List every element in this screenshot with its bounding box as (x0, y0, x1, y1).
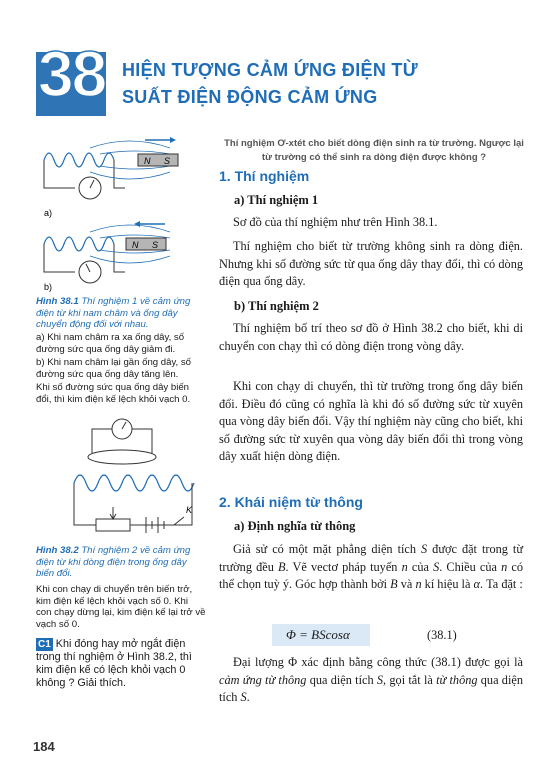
switch-icon (174, 517, 184, 525)
section-1-p3: Thí nghiệm bố trí theo sơ đồ ở Hình 38.2 cho biết, khi di chuyển con chạy thì có dòng điện trong vòng dây. (219, 321, 523, 353)
question-text: Khi đóng hay mở ngắt điện trong thí nghiệm ở Hình 38.2, thì kim điện kế có lệch khỏi vạch 0 không ? Giải thích. (36, 638, 192, 689)
question-badge: C1 (38, 639, 51, 650)
chapter-title-line2: SUẤT ĐIỆN ĐỘNG CẢM ỨNG (122, 87, 378, 107)
section-1-p4: Khi con chạy di chuyển, thì từ trường trong ống dây biến đổi. Điều đó cũng có nghĩa là khi đó số đường sức từ xuyên qua vòng dây biến đổi. Vậy thí nghiệm này cũng cho biết, khi số đường sức từ xuyên qua vòng dây biến đổi thì trong vòng dây xuất hiện dòng điện. (219, 379, 523, 463)
arrow-head-icon (134, 221, 140, 227)
formula: Φ = BScosα (286, 627, 350, 642)
section-1-heading: 1. Thí nghiệm (219, 168, 310, 184)
caption-text: Thí nghiệm 1 về cảm ứng điện từ khi nam châm và ống dây chuyển động đối với nhau. (36, 296, 191, 331)
section-1-sub-b: b) Thí nghiệm 2 (234, 299, 319, 313)
page-number: 184 (33, 739, 55, 754)
label-b: b) (44, 282, 53, 292)
equation-number: (38.1) (427, 628, 457, 642)
circuit-wire (74, 483, 192, 525)
coil-b (44, 237, 114, 251)
magnet-n-b: N (132, 240, 139, 250)
vector-b: B (278, 559, 286, 574)
section-2-heading: 2. Khái niệm từ thông (219, 494, 363, 510)
wire-loop (88, 450, 156, 464)
rheostat (96, 519, 130, 531)
vector-n: n (401, 559, 408, 574)
chapter-number: 38 (38, 38, 106, 110)
figure-38-2 (56, 413, 216, 543)
magnet-n-a: N (144, 156, 151, 166)
section-2-p2: Đại lượng Φ xác định bằng công thức (38.1) được gọi là cảm ứng từ thông qua diện tích S, gọi tắt là từ thông qua diện tích S. (219, 655, 523, 704)
chapter-title-line1: HIỆN TƯỢNG CẢM ỨNG ĐIỆN TỪ (122, 60, 418, 80)
figure-38-2-caption (36, 545, 206, 580)
label-a: a) (44, 208, 53, 218)
figure-38-1-note-a: a) Khi nam châm ra xa ống dây, số đường sức qua ống dây giảm đi. (36, 332, 185, 355)
figure-38-1-note-c: Khi số đường sức qua ống dây biến đổi, thì kim điện kế lệch khỏi vạch 0. (36, 382, 191, 405)
figure-38-1-note-b: b) Khi nam châm lại gần ống dây, số đường sức qua ống dây tăng lên. (36, 357, 192, 380)
intro-text: Thí nghiệm Ơ-xtét cho biết dòng điện sinh ra từ trường. Ngược lại từ trường có thể sinh ra dòng điện được không ? (224, 138, 524, 163)
section-2-sub-a: a) Định nghĩa từ thông (234, 519, 356, 533)
arrow-head-icon (170, 137, 176, 143)
section-1-p2: Thí nghiệm cho biết từ trường không sinh ra dòng điện. Nhưng khi số đường sức từ qua ống dây thay đổi, thì có dòng điện qua ống dây. (219, 239, 523, 288)
caption-head: Hình 38.1 (36, 296, 79, 307)
switch-label: K (186, 505, 193, 515)
figure-38-1 (30, 128, 212, 298)
figure-38-2-note: Khi con chạy di chuyển trên biến trở, kim điện kế lệch khỏi vạch số 0. Khi con chạy dừng lại, kim điện kế lại trở về vạch số 0. (36, 584, 206, 630)
magnet-s-b: S (152, 240, 159, 250)
coil-a (44, 153, 114, 167)
caption-text: Thí nghiệm 2 về cảm ứng điện từ khi dòng điện trong ống dây biến đổi. (36, 545, 191, 580)
magnet-s-a: S (164, 156, 171, 166)
question-c1 (36, 638, 206, 690)
coil (74, 475, 194, 491)
caption-head: Hình 38.2 (36, 545, 79, 556)
figure-38-1-caption (36, 296, 206, 331)
section-1-sub-a: a) Thí nghiệm 1 (234, 193, 319, 207)
section-1-p1: Sơ đồ của thí nghiệm như trên Hình 38.1. (233, 215, 438, 229)
section-2-p1: Giả sử có một mặt phẳng diện tích S được đặt trong từ trường đều B. Vẽ vectơ pháp tuyến n của S. Chiều của n có thể chọn tuỳ ý. Góc hợp thành bởi B và n kí hiệu là α. Ta đặt : (219, 542, 524, 591)
